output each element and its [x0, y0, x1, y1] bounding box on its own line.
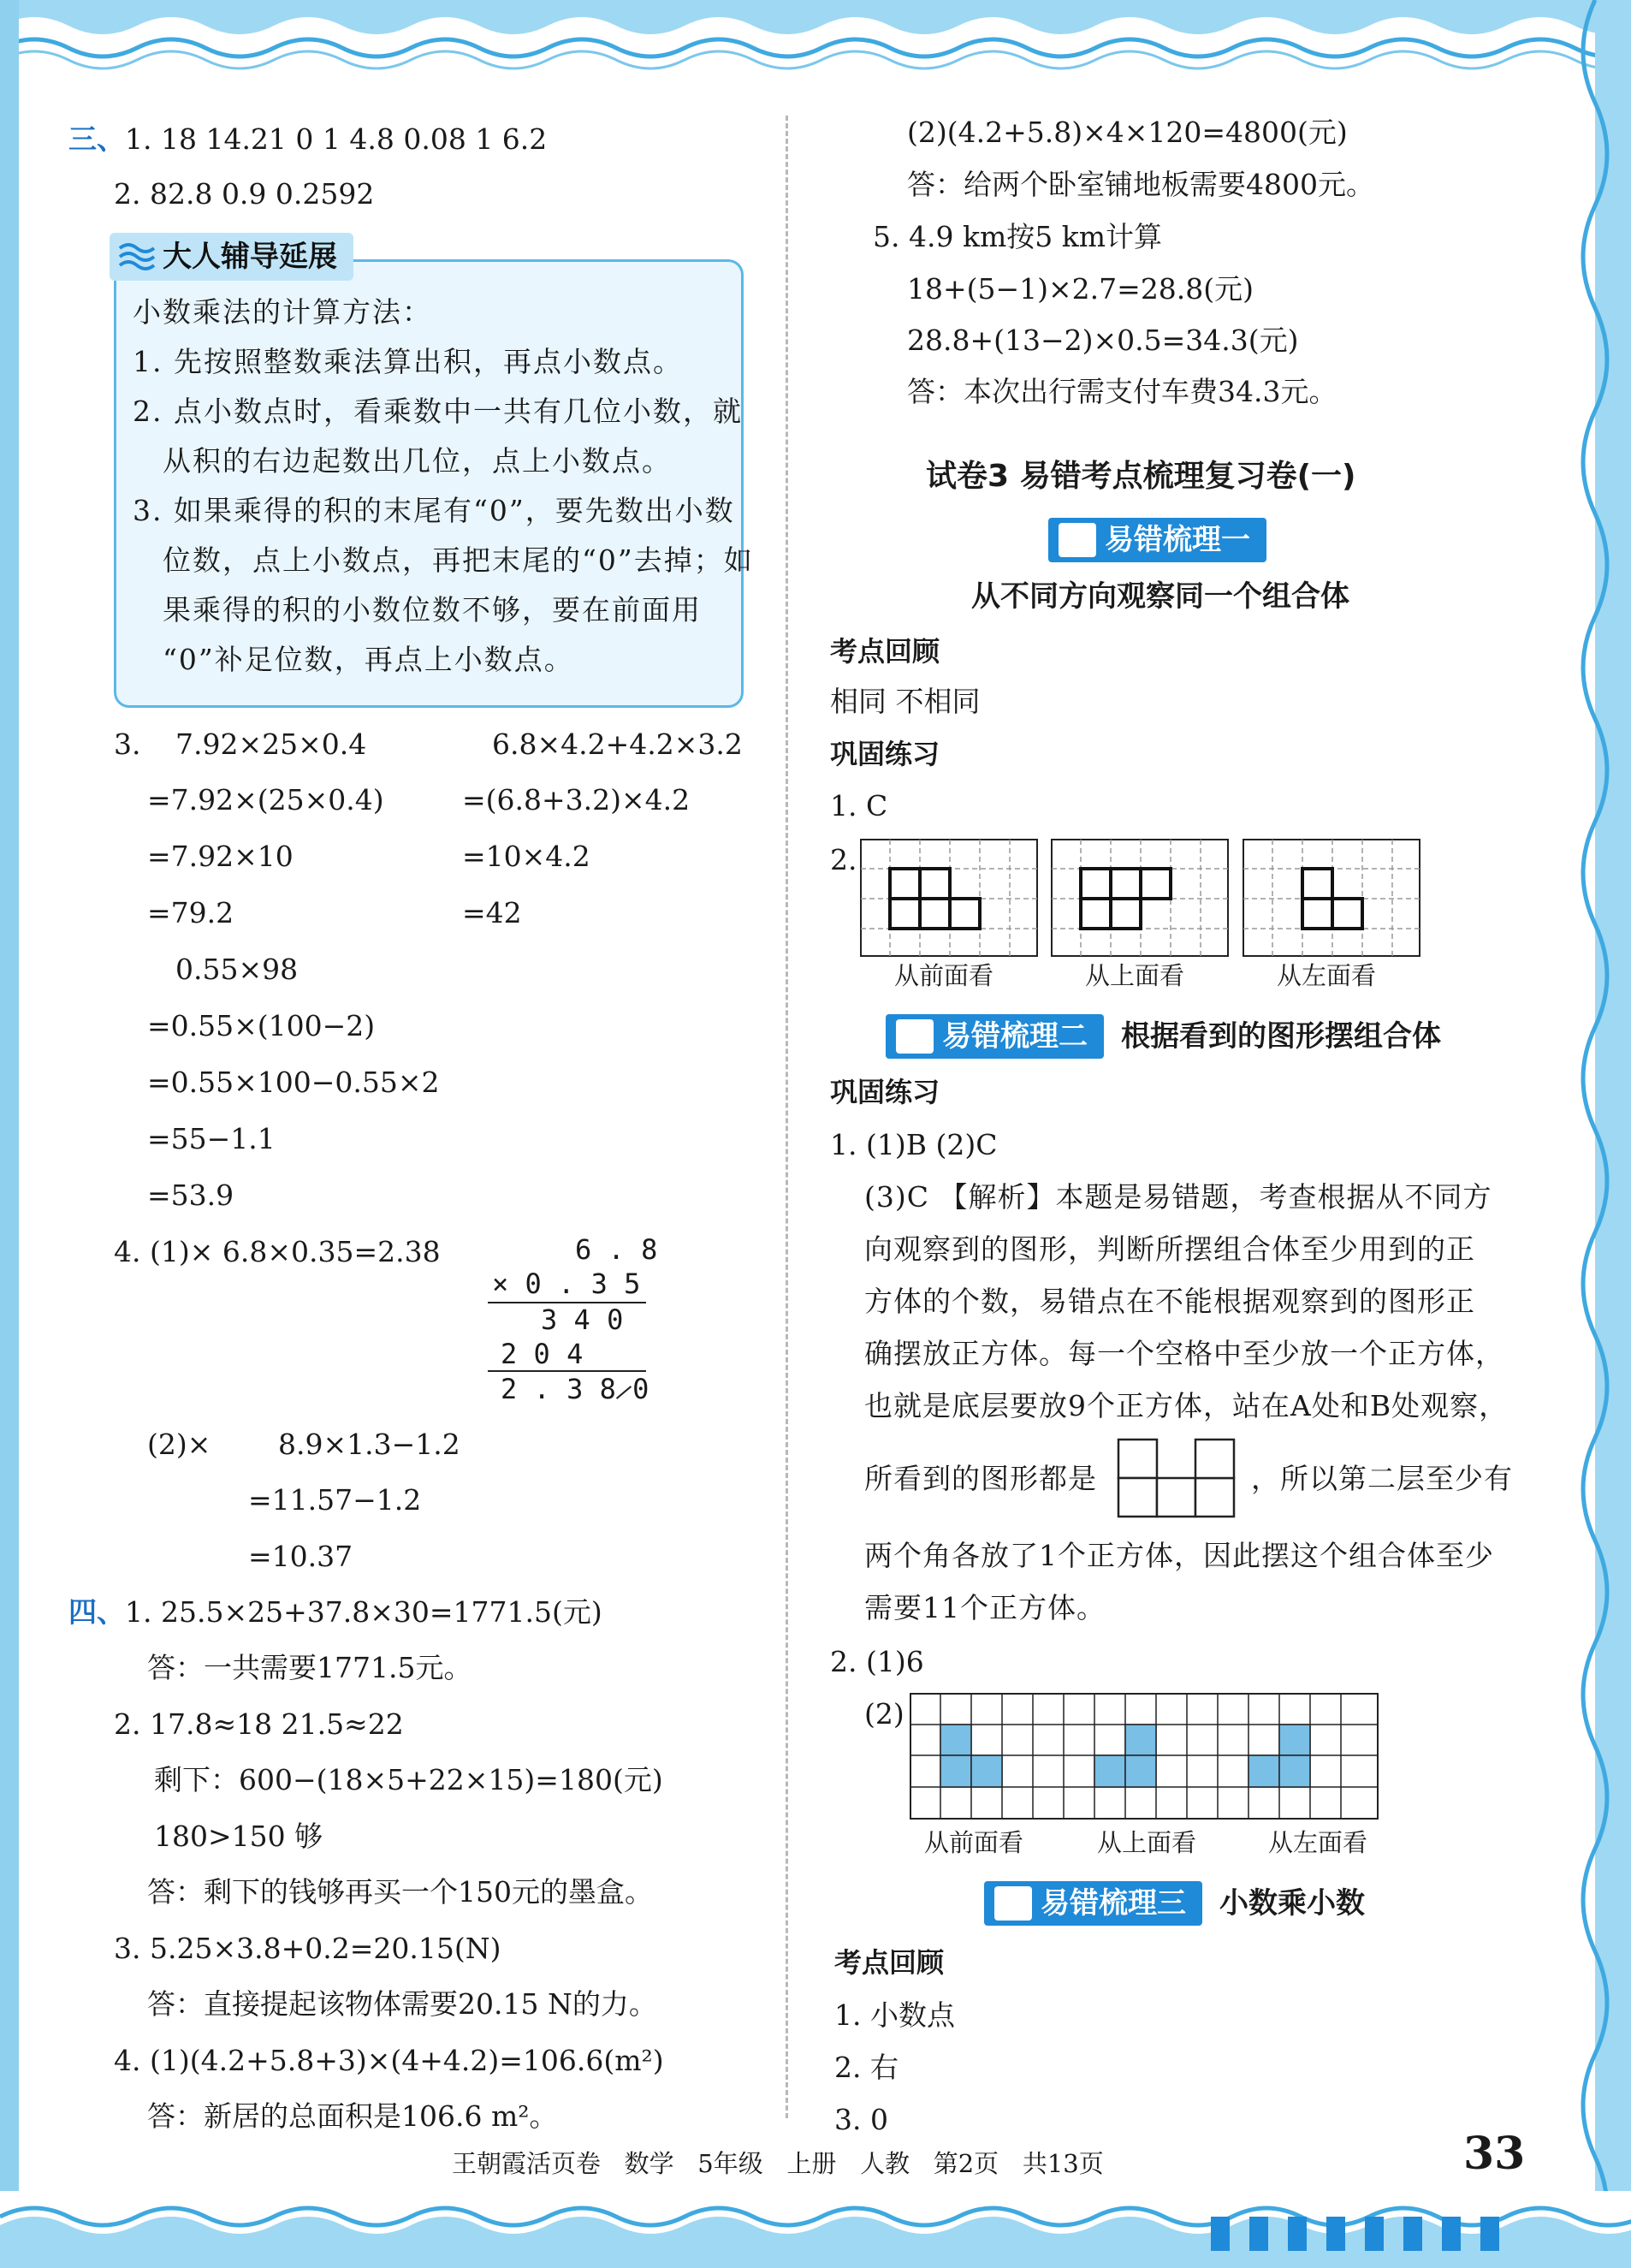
answer-line: 答：直接提起该物体需要20.15 N的力。 [147, 1987, 657, 2021]
wave-icon [896, 1019, 934, 1054]
page-number: 33 [1463, 2128, 1526, 2180]
section-four-mark: 四、 [68, 1595, 125, 1629]
review-answer: 1. 小数点 [834, 1998, 955, 2032]
tag-easy-mistake-2: 易错梳理二 [886, 1014, 1104, 1059]
explanation-line: ，所以第二层至少有 [1251, 1462, 1513, 1495]
explanation-line: 向观察到的图形，判断所摆组合体至少用到的正 [864, 1232, 1475, 1266]
explanation-line: 需要11个正方体。 [864, 1591, 1106, 1624]
question-number: 3. [114, 727, 141, 761]
view-grid-set-2 [910, 1693, 1380, 1821]
view-grid-front [860, 839, 1040, 959]
calc-step: =7.92×(25×0.4) [147, 783, 384, 816]
column-divider [786, 116, 788, 2118]
tip-line: 位数，点上小数点，再把末尾的“0”去掉；如 [163, 543, 754, 577]
tip-line: 果乘得的积的小数位数不够，要在前面用 [163, 593, 702, 626]
answer-line: 4. (1)(4.2+5.8+3)×(4+4.2)=106.6(m²) [114, 2044, 664, 2077]
practice-label: 巩固练习 [830, 1076, 940, 1108]
answer-line: 2. [830, 843, 857, 876]
tip-line: “0”补足位数，再点上小数点。 [163, 643, 574, 676]
view-grid-top [1051, 839, 1231, 959]
section-heading: 从不同方向观察同一个组合体 [971, 579, 1349, 614]
calc-step: (2)× [147, 1428, 211, 1461]
review-answer: 2. 右 [834, 2051, 899, 2084]
answer-line: 剩下：600−(18×5+22×15)=180(元) [154, 1763, 663, 1796]
inline-view-figure [1117, 1438, 1245, 1523]
tip-title: 大人辅导延展 [163, 240, 337, 274]
view-grid-left [1243, 839, 1422, 959]
answer-line: 2. 17.8≈18 21.5≈22 [114, 1707, 404, 1741]
view-caption: 从前面看 [924, 1828, 1024, 1857]
section-three-line-1: 三、1. 18 14.21 0 1 4.8 0.08 1 6.2 [68, 122, 548, 156]
calc-step: 8.9×1.3−1.2 [278, 1428, 460, 1461]
answer-line: 5. 4.9 km按5 km计算 [873, 220, 1163, 253]
calc-step: =53.9 [147, 1179, 234, 1212]
tip-line: 从积的右边起数出几位，点上小数点。 [163, 444, 672, 478]
calc-step: 6.8×4.2+4.2×3.2 [492, 727, 743, 761]
question-4-line: 4. (1)× 6.8×0.35=2.38 [114, 1235, 441, 1268]
paper-title: 试卷3 易错考点梳理复习卷(一) [926, 459, 1356, 494]
explanation-line: 方体的个数，易错点在不能根据观察到的图形正 [864, 1285, 1475, 1318]
calc-step: =10×4.2 [462, 840, 590, 873]
answer-line: 答：给两个卧室铺地板需要4800元。 [907, 168, 1374, 201]
answer-line: (2) [864, 1697, 904, 1731]
review-label: 考点回顾 [834, 1946, 945, 1979]
calc-step: =11.57−1.2 [248, 1483, 422, 1517]
wave-border-right [1563, 0, 1631, 2268]
tip-line: 3. 如果乘得的积的末尾有“0”，要先数出小数 [133, 494, 735, 527]
calc-step: =0.55×100−0.55×2 [147, 1066, 440, 1099]
review-answer: 相同 不相同 [830, 685, 981, 718]
view-caption: 从左面看 [1277, 961, 1377, 990]
calc-step: =42 [462, 896, 522, 929]
calc-step: =55−1.1 [147, 1122, 276, 1155]
review-label: 考点回顾 [830, 635, 940, 668]
section-three-line-2: 2. 82.8 0.9 0.2592 [114, 177, 375, 211]
page-footer: 王朝霞活页卷 数学 5年级 上册 人教 第2页 共13页 [452, 2149, 1104, 2178]
explanation-line: 所看到的图形都是 [864, 1462, 1097, 1495]
calc-step: =10.37 [248, 1540, 353, 1573]
answer-line: 2. (1)6 [830, 1645, 924, 1678]
answer-line: 1. C [830, 789, 888, 822]
calc-step: 7.92×25×0.4 [175, 727, 367, 761]
answer-line: 180>150 够 [154, 1820, 323, 1853]
section-four-line: 四、1. 25.5×25+37.8×30=1771.5(元) [68, 1595, 602, 1629]
calc-step: =(6.8+3.2)×4.2 [462, 783, 691, 816]
calc-step: =0.55×(100−2) [147, 1009, 376, 1042]
answer-line: 答：本次出行需支付车费34.3元。 [907, 375, 1337, 408]
explanation-line: 两个角各放了1个正方体，因此摆这个组合体至少 [864, 1539, 1494, 1572]
answer-line: 答：剩下的钱够再买一个150元的墨盒。 [147, 1875, 653, 1909]
tag-easy-mistake-3: 易错梳理三 [984, 1881, 1202, 1926]
view-caption: 从左面看 [1268, 1828, 1368, 1857]
wave-icon [994, 1886, 1032, 1921]
wave-border-bottom [0, 2191, 1631, 2268]
left-edge-band [0, 0, 19, 2268]
view-caption: 从上面看 [1085, 961, 1185, 990]
view-caption: 从前面看 [894, 961, 994, 990]
answer-line: 答：新居的总面积是106.6 m²。 [147, 2099, 558, 2133]
view-caption: 从上面看 [1097, 1828, 1197, 1857]
explanation-line: (3)C 【解析】本题是易错题，考查根据从不同方 [864, 1180, 1492, 1214]
wave-border-top [0, 0, 1631, 77]
section-heading: 根据看到的图形摆组合体 [1121, 1019, 1441, 1054]
calc-step: =79.2 [147, 896, 234, 929]
tip-line: 2. 点小数点时，看乘数中一共有几位小数，就 [133, 395, 743, 428]
explanation-line: 确摆放正方体。每一个空格中至少放一个正方体， [864, 1337, 1504, 1370]
section-heading: 小数乘小数 [1219, 1886, 1365, 1921]
answer-line: (2)(4.2+5.8)×4×120=4800(元) [907, 116, 1348, 149]
answer-line: 28.8+(13−2)×0.5=34.3(元) [907, 324, 1299, 357]
answer-line: 答：一共需要1771.5元。 [147, 1651, 472, 1684]
practice-label: 巩固练习 [830, 738, 940, 770]
tag-easy-mistake-1: 易错梳理一 [1048, 518, 1266, 562]
answer-line: 18+(5−1)×2.7=28.8(元) [907, 272, 1254, 306]
calc-step: =7.92×10 [147, 840, 294, 873]
tip-line: 1. 先按照整数乘法算出积，再点小数点。 [133, 345, 683, 378]
wave-icon [116, 238, 157, 276]
section-three-mark: 三、 [68, 122, 125, 156]
review-answer: 3. 0 [834, 2103, 888, 2136]
answer-line: 3. 5.25×3.8+0.2=20.15(N) [114, 1932, 501, 1965]
tip-line: 小数乘法的计算方法： [133, 295, 432, 329]
answer-line: 1. (1)B (2)C [830, 1128, 998, 1161]
calc-step: 0.55×98 [175, 953, 299, 986]
wave-icon [1059, 523, 1096, 557]
explanation-line: 也就是底层要放9个正方体，站在A处和B处观察， [864, 1389, 1509, 1422]
